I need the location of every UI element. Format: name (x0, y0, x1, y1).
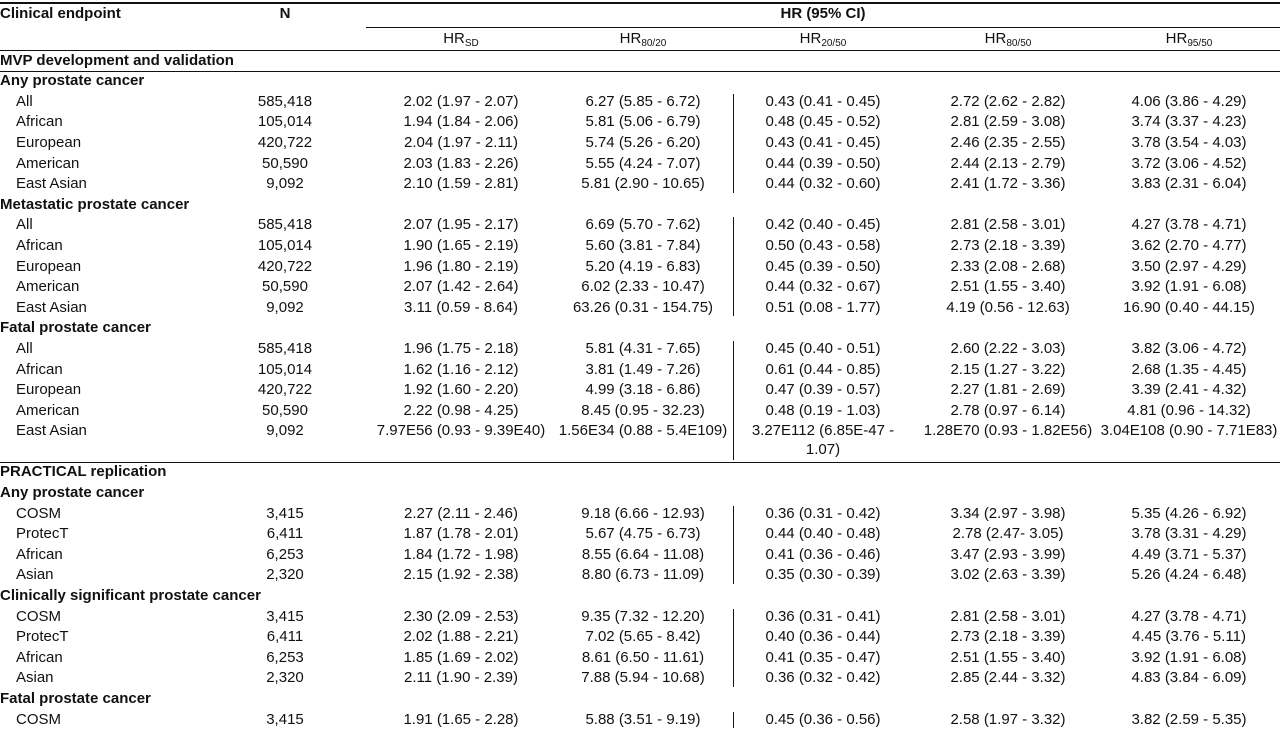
cell-hr-80-20: 5.74 (5.26 - 6.20) (585, 133, 701, 151)
group-title-row (0, 689, 1280, 710)
group-title: Metastatic prostate cancer (0, 195, 190, 213)
cell-hr-80-50: 2.15 (1.27 - 3.22) (950, 360, 1066, 378)
n-header: N (279, 5, 291, 22)
cell-hr-95-50: 3.92 (1.91 - 6.08) (1131, 278, 1247, 296)
cell-hr-80-20: 8.80 (6.73 - 11.09) (581, 566, 705, 584)
cell-hr-95-50: 4.83 (3.84 - 6.09) (1131, 669, 1247, 687)
cell-hr-95-50: 3.39 (2.41 - 4.32) (1131, 381, 1247, 399)
row-n: 50,590 (262, 278, 308, 296)
cell-hr-80-50: 1.28E70 (0.93 - 1.82E56) (923, 422, 1093, 440)
row-label: East Asian (16, 298, 87, 316)
cell-hr-80-50: 2.73 (2.18 - 3.39) (950, 236, 1066, 254)
cell-hr-80-50: 2.44 (2.13 - 2.79) (950, 154, 1066, 172)
cell-hr-80-20: 9.35 (7.32 - 12.20) (581, 607, 705, 625)
cell-hr-20-50: 0.47 (0.39 - 0.57) (765, 381, 881, 399)
group-title-row (0, 586, 1280, 607)
row-n: 50,590 (262, 154, 308, 172)
cell-hr-20-50: 0.44 (0.40 - 0.48) (765, 525, 881, 543)
row-label: COSM (16, 710, 61, 728)
cell-hr-95-50: 3.72 (3.06 - 4.52) (1131, 154, 1247, 172)
column-separator (733, 506, 734, 584)
cell-hr-80-20: 5.81 (4.31 - 7.65) (585, 339, 701, 357)
row-label: African (16, 648, 63, 666)
table-row (0, 236, 1280, 257)
cell-hr-95-50: 3.62 (2.70 - 4.77) (1131, 236, 1247, 254)
row-n: 6,253 (266, 648, 304, 666)
hr-header: HR (95% CI) (780, 5, 866, 22)
row-label: African (16, 545, 63, 563)
cell-hr-sd: 1.96 (1.80 - 2.19) (403, 257, 519, 275)
cell-hr-sd: 2.07 (1.42 - 2.64) (403, 278, 519, 296)
cell-hr-95-50: 16.90 (0.40 - 44.15) (1123, 298, 1255, 316)
row-label: American (16, 278, 80, 296)
cell-hr-80-20: 6.27 (5.85 - 6.72) (585, 92, 701, 110)
cell-hr-80-20: 5.20 (4.19 - 6.83) (585, 257, 701, 275)
cell-hr-20-50: 0.40 (0.36 - 0.44) (765, 628, 881, 646)
section-title: PRACTICAL replication (0, 463, 167, 481)
cell-hr-20-50: 0.51 (0.08 - 1.77) (765, 298, 881, 316)
cell-hr-80-20: 6.02 (2.33 - 10.47) (581, 278, 705, 296)
cell-hr-80-20: 5.60 (3.81 - 7.84) (585, 236, 701, 254)
table-row (0, 545, 1280, 566)
cell-hr-20-50: 0.43 (0.41 - 0.45) (765, 92, 881, 110)
group-title: Clinically significant prostate cancer (0, 586, 261, 604)
cell-hr-80-50: 2.51 (1.55 - 3.40) (950, 648, 1066, 666)
subheader-row (0, 29, 1280, 49)
row-label: All (16, 339, 33, 357)
cell-hr-80-50: 2.78 (2.47- 3.05) (952, 525, 1064, 543)
table-row (0, 174, 1280, 195)
cell-hr-80-20: 7.02 (5.65 - 8.42) (585, 628, 701, 646)
group-title-row (0, 195, 1280, 216)
table-row (0, 648, 1280, 669)
column-separator (733, 609, 734, 687)
cell-hr-20-50: 0.44 (0.39 - 0.50) (765, 154, 881, 172)
cell-hr-20-50: 0.44 (0.32 - 0.60) (765, 175, 881, 193)
cell-hr-20-50: 0.44 (0.32 - 0.67) (765, 278, 881, 296)
row-n: 9,092 (266, 298, 304, 316)
cell-hr-95-50: 2.68 (1.35 - 4.45) (1131, 360, 1247, 378)
table-row (0, 360, 1280, 381)
cell-hr-20-50: 0.36 (0.31 - 0.41) (765, 607, 881, 625)
table-row (0, 710, 1280, 731)
cell-hr-80-20: 5.55 (4.24 - 7.07) (585, 154, 701, 172)
row-n: 420,722 (257, 257, 313, 275)
cell-hr-80-20: 8.61 (6.50 - 11.61) (581, 648, 705, 666)
cell-hr-95-50: 4.27 (3.78 - 4.71) (1131, 216, 1247, 234)
cell-hr-sd: 2.11 (1.90 - 2.39) (404, 669, 518, 687)
cell-hr-80-50: 2.78 (0.97 - 6.14) (950, 401, 1066, 419)
col-hr-95-50: $HR_{95/50}$ (1165, 30, 1213, 49)
table-row (0, 565, 1280, 586)
row-n: 585,418 (257, 216, 313, 234)
cell-hr-sd: 1.92 (1.60 - 2.20) (403, 381, 519, 399)
column-separator (733, 341, 734, 460)
cell-hr-80-50: 2.81 (2.58 - 3.01) (950, 216, 1066, 234)
cell-hr-80-50: 2.81 (2.58 - 3.01) (950, 607, 1066, 625)
row-label: East Asian (16, 175, 87, 193)
cell-hr-20-50: 0.61 (0.44 - 0.85) (765, 360, 881, 378)
cell-hr-80-20: 5.88 (3.51 - 9.19) (585, 710, 701, 728)
cell-hr-80-50: 2.81 (2.59 - 3.08) (950, 113, 1066, 131)
row-label: Asian (16, 566, 54, 584)
group-title: Any prostate cancer (0, 72, 145, 90)
table-row (0, 668, 1280, 689)
cell-hr-80-50: 2.73 (2.18 - 3.39) (950, 628, 1066, 646)
cell-hr-20-50: 0.35 (0.30 - 0.39) (765, 566, 881, 584)
cell-hr-95-50: 3.50 (2.97 - 4.29) (1131, 257, 1247, 275)
cell-hr-sd: 1.84 (1.72 - 1.98) (403, 545, 519, 563)
cell-hr-80-50: 2.72 (2.62 - 2.82) (950, 92, 1066, 110)
column-separator (733, 94, 734, 193)
cell-hr-sd: 2.27 (2.11 - 2.46) (404, 504, 518, 522)
section-title-row (0, 51, 1280, 72)
cell-hr-sd: 2.02 (1.97 - 2.07) (403, 92, 519, 110)
cell-hr-20-50: 0.45 (0.36 - 0.56) (765, 710, 881, 728)
table-row (0, 112, 1280, 133)
cell-hr-20-50: 0.41 (0.35 - 0.47) (765, 648, 881, 666)
row-label: American (16, 154, 80, 172)
row-n: 585,418 (257, 92, 313, 110)
cell-hr-20-50: 0.36 (0.31 - 0.42) (765, 504, 881, 522)
row-label: African (16, 236, 63, 254)
table-row (0, 339, 1280, 360)
cell-hr-20-50: 0.48 (0.19 - 1.03) (765, 401, 881, 419)
cell-hr-sd: 2.15 (1.92 - 2.38) (403, 566, 519, 584)
row-label: All (16, 92, 33, 110)
row-n: 9,092 (266, 422, 304, 440)
cell-hr-80-50: 3.47 (2.93 - 3.99) (950, 545, 1066, 563)
cell-hr-80-50: 2.85 (2.44 - 3.32) (950, 669, 1066, 687)
group-title-row (0, 483, 1280, 504)
cell-hr-80-20: 4.99 (3.18 - 6.86) (585, 381, 701, 399)
row-label: African (16, 113, 63, 131)
table-row (0, 607, 1280, 628)
cell-hr-95-50: 3.82 (2.59 - 5.35) (1131, 710, 1247, 728)
cell-hr-sd: 1.62 (1.16 - 2.12) (403, 360, 519, 378)
col-hr-80-50: $HR_{80/50}$ (984, 30, 1032, 49)
table-row (0, 524, 1280, 545)
section-title: MVP development and validation (0, 51, 234, 69)
table-row (0, 277, 1280, 298)
cell-hr-80-50: 2.27 (1.81 - 2.69) (950, 381, 1066, 399)
cell-hr-95-50: 3.82 (3.06 - 4.72) (1131, 339, 1247, 357)
cell-hr-95-50: 3.83 (2.31 - 6.04) (1131, 175, 1247, 193)
column-separator (733, 217, 734, 316)
row-n: 420,722 (257, 381, 313, 399)
row-label: All (16, 216, 33, 234)
table-row (0, 401, 1280, 422)
cell-hr-80-50: 2.46 (2.35 - 2.55) (950, 133, 1066, 151)
row-n: 420,722 (257, 133, 313, 151)
cell-hr-80-50: 3.02 (2.63 - 3.39) (950, 566, 1066, 584)
row-n: 3,415 (266, 504, 304, 522)
cell-hr-80-20: 8.55 (6.64 - 11.08) (581, 545, 705, 563)
cell-hr-80-50: 2.51 (1.55 - 3.40) (950, 278, 1066, 296)
table-row (0, 421, 1280, 461)
group-title: Any prostate cancer (0, 483, 145, 501)
cell-hr-80-20: 5.67 (4.75 - 6.73) (585, 525, 701, 543)
cell-hr-sd: 2.02 (1.88 - 2.21) (403, 628, 519, 646)
group-title: Fatal prostate cancer (0, 689, 151, 707)
cell-hr-95-50: 5.35 (4.26 - 6.92) (1131, 504, 1247, 522)
cell-hr-80-50: 2.60 (2.22 - 3.03) (950, 339, 1066, 357)
section-title-row (0, 462, 1280, 483)
cell-hr-20-50: 0.45 (0.39 - 0.50) (765, 257, 881, 275)
row-label: Asian (16, 669, 54, 687)
row-label: COSM (16, 504, 61, 522)
col-hr-20-50: $HR_{20/50}$ (799, 30, 847, 49)
cell-hr-95-50: 4.06 (3.86 - 4.29) (1131, 92, 1247, 110)
cell-hr-20-50: 0.45 (0.40 - 0.51) (765, 339, 881, 357)
cell-hr-sd: 1.91 (1.65 - 2.28) (403, 710, 519, 728)
endpoint-header: Clinical endpoint (0, 5, 121, 22)
col-hr-80-20: $HR_{80/20}$ (619, 30, 667, 49)
cell-hr-sd: 1.87 (1.78 - 2.01) (403, 525, 519, 543)
row-n: 105,014 (257, 236, 313, 254)
cell-hr-80-20: 8.45 (0.95 - 32.23) (581, 401, 705, 419)
row-label: African (16, 360, 63, 378)
table-row (0, 92, 1280, 113)
row-label: COSM (16, 607, 61, 625)
row-label: American (16, 401, 80, 419)
row-n: 105,014 (257, 113, 313, 131)
cell-hr-sd: 2.22 (0.98 - 4.25) (403, 401, 519, 419)
row-n: 2,320 (266, 566, 304, 584)
cell-hr-sd: 1.85 (1.69 - 2.02) (403, 648, 519, 666)
row-n: 2,320 (266, 669, 304, 687)
cell-hr-20-50: 0.48 (0.45 - 0.52) (765, 113, 881, 131)
cell-hr-95-50: 3.78 (3.54 - 4.03) (1131, 133, 1247, 151)
cell-hr-95-50: 4.45 (3.76 - 5.11) (1132, 628, 1246, 646)
section-rule (0, 462, 1280, 463)
cell-hr-sd: 1.94 (1.84 - 2.06) (403, 113, 519, 131)
cell-hr-20-50: 0.36 (0.32 - 0.42) (765, 669, 881, 687)
table-row (0, 215, 1280, 236)
row-label: ProtecT (16, 628, 69, 646)
cell-hr-80-20: 1.56E34 (0.88 - 5.4E109) (558, 422, 728, 440)
row-n: 9,092 (266, 175, 304, 193)
row-n: 3,415 (266, 607, 304, 625)
row-label: East Asian (16, 422, 87, 440)
hr-span-rule (366, 27, 1280, 28)
cell-hr-80-50: 4.19 (0.56 - 12.63) (946, 298, 1070, 316)
cell-hr-80-20: 5.81 (5.06 - 6.79) (585, 113, 701, 131)
cell-hr-80-20: 3.81 (1.49 - 7.26) (585, 360, 701, 378)
group-title: Fatal prostate cancer (0, 319, 151, 337)
cell-hr-80-50: 2.58 (1.97 - 3.32) (950, 710, 1066, 728)
table-row (0, 627, 1280, 648)
cell-hr-20-50: 3.27E112 (6.85E-47 - 1.07) (751, 422, 895, 459)
cell-hr-95-50: 3.92 (1.91 - 6.08) (1131, 648, 1247, 666)
row-label: European (16, 381, 82, 399)
table-row (0, 154, 1280, 175)
group-title-row (0, 71, 1280, 92)
row-label: European (16, 257, 82, 275)
cell-hr-sd: 2.04 (1.97 - 2.11) (404, 133, 518, 151)
cell-hr-sd: 7.97E56 (0.93 - 9.39E40) (376, 422, 546, 440)
row-n: 6,411 (266, 628, 304, 646)
column-separator (733, 712, 734, 729)
cell-hr-sd: 1.96 (1.75 - 2.18) (403, 339, 519, 357)
table-row (0, 380, 1280, 401)
cell-hr-80-20: 5.81 (2.90 - 10.65) (581, 175, 705, 193)
table-row (0, 298, 1280, 319)
cell-hr-20-50: 0.41 (0.36 - 0.46) (765, 545, 881, 563)
cell-hr-20-50: 0.42 (0.40 - 0.45) (765, 216, 881, 234)
row-n: 6,253 (266, 545, 304, 563)
cell-hr-sd: 2.07 (1.95 - 2.17) (403, 216, 519, 234)
cell-hr-95-50: 5.26 (4.24 - 6.48) (1131, 566, 1247, 584)
table-row (0, 504, 1280, 525)
row-n: 585,418 (257, 339, 313, 357)
cell-hr-95-50: 3.78 (3.31 - 4.29) (1131, 525, 1247, 543)
cell-hr-20-50: 0.43 (0.41 - 0.45) (765, 133, 881, 151)
cell-hr-95-50: 4.27 (3.78 - 4.71) (1131, 607, 1247, 625)
row-label: European (16, 133, 82, 151)
cell-hr-80-50: 2.33 (2.08 - 2.68) (950, 257, 1066, 275)
cell-hr-95-50: 3.74 (3.37 - 4.23) (1131, 113, 1247, 131)
row-n: 50,590 (262, 401, 308, 419)
cell-hr-80-20: 6.69 (5.70 - 7.62) (585, 216, 701, 234)
cell-hr-95-50: 3.04E108 (0.90 - 7.71E83) (1100, 422, 1278, 440)
cell-hr-80-20: 7.88 (5.94 - 10.68) (581, 669, 705, 687)
group-title-row (0, 318, 1280, 339)
section-rule (0, 71, 1280, 72)
cell-hr-sd: 1.90 (1.65 - 2.19) (403, 236, 519, 254)
cell-hr-80-50: 3.34 (2.97 - 3.98) (950, 504, 1066, 522)
row-n: 3,415 (266, 710, 304, 728)
row-label: ProtecT (16, 525, 69, 543)
cell-hr-sd: 2.30 (2.09 - 2.53) (403, 607, 519, 625)
cell-hr-95-50: 4.81 (0.96 - 14.32) (1127, 401, 1251, 419)
cell-hr-80-50: 2.41 (1.72 - 3.36) (950, 175, 1066, 193)
table-row (0, 257, 1280, 278)
cell-hr-80-20: 63.26 (0.31 - 154.75) (572, 298, 714, 316)
cell-hr-95-50: 4.49 (3.71 - 5.37) (1131, 545, 1247, 563)
row-n: 6,411 (266, 525, 304, 543)
cell-hr-sd: 3.11 (0.59 - 8.64) (404, 298, 518, 316)
cell-hr-80-20: 9.18 (6.66 - 12.93) (581, 504, 705, 522)
table-row (0, 133, 1280, 154)
cell-hr-sd: 2.10 (1.59 - 2.81) (403, 175, 519, 193)
cell-hr-20-50: 0.50 (0.43 - 0.58) (765, 236, 881, 254)
row-n: 105,014 (257, 360, 313, 378)
col-hr-sd: $HR_{SD}$ (443, 30, 479, 49)
header-row (0, 4, 1280, 25)
cell-hr-sd: 2.03 (1.83 - 2.26) (403, 154, 519, 172)
